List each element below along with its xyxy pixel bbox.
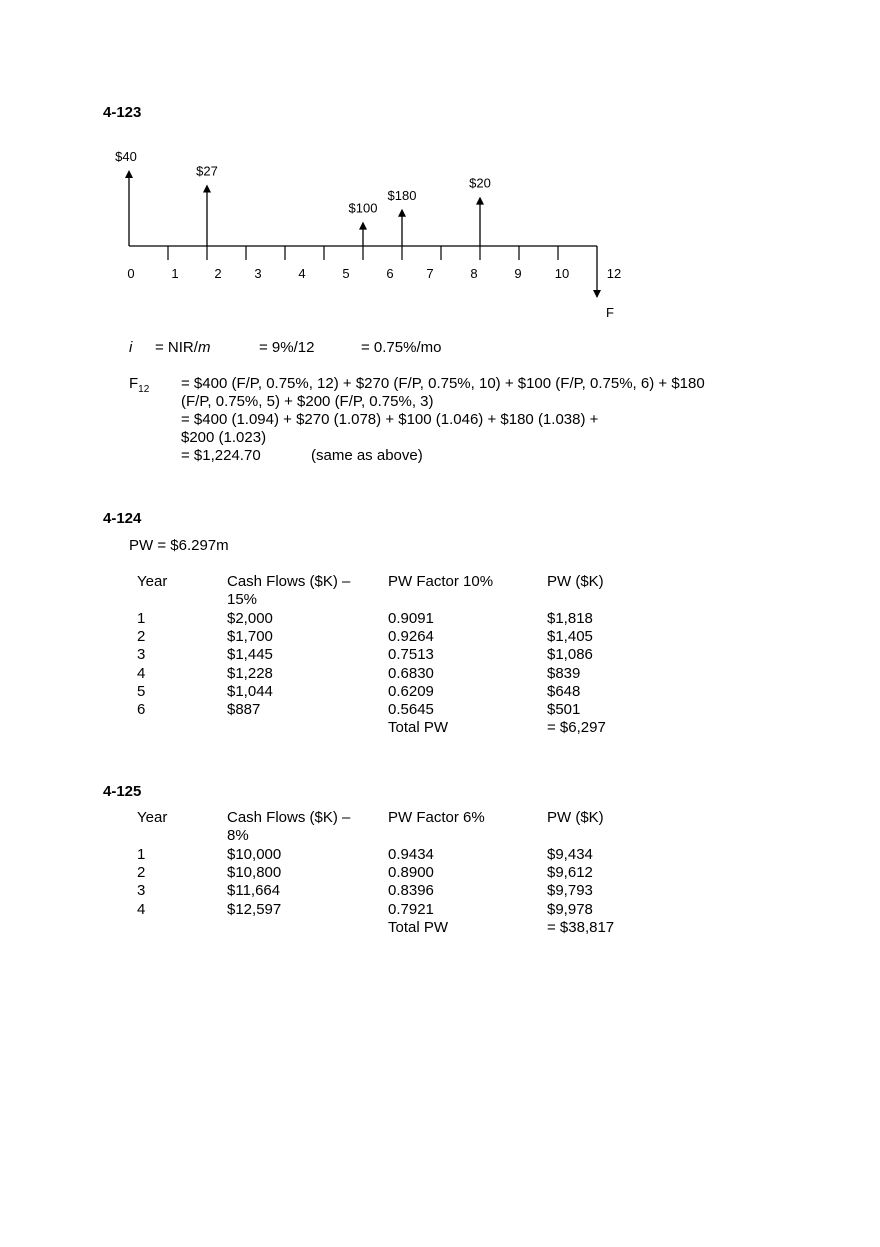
table-cell: $648 <box>547 682 581 700</box>
axis-label: 7 <box>426 266 434 281</box>
table-cell: 3 <box>137 882 146 900</box>
axis-label: 2 <box>214 266 222 281</box>
f12-label: $F_{12}$ <box>129 375 150 395</box>
cash-flow-label: $100 <box>348 200 378 216</box>
cash-flow-arrowhead <box>125 170 133 178</box>
table-cell: 0.7513 <box>388 646 434 664</box>
table-cell: $2,000 <box>227 609 273 627</box>
f12-line-4: $200 (1.023) <box>181 429 267 446</box>
table-total-row <box>0 719 880 737</box>
f12-note: (same as above) <box>311 447 423 464</box>
table-cell: 3 <box>137 646 146 664</box>
table-cell: 0.6830 <box>388 664 434 682</box>
axis-label: 12 <box>606 266 622 281</box>
column-header: Year <box>137 573 168 590</box>
table-cell: $1,818 <box>547 609 593 627</box>
table-cell: 0.8900 <box>388 863 434 881</box>
future-arrowhead <box>593 290 601 298</box>
table-row <box>0 846 880 864</box>
cash-flow-label: $20 <box>469 175 491 191</box>
cash-flow-arrowhead <box>203 184 211 192</box>
table-cell: 5 <box>137 682 146 700</box>
table-cell: $1,405 <box>547 627 593 645</box>
axis-label: 6 <box>386 266 394 281</box>
axis-label: 0 <box>127 266 135 281</box>
table-cell: $9,978 <box>547 900 593 918</box>
heading-4-124: 4-124 <box>103 510 142 527</box>
interest-eq-rate: = 9%/12 <box>259 339 315 356</box>
table-cell: 4 <box>137 900 146 918</box>
heading-4-125: 4-125 <box>103 783 142 800</box>
table-row <box>0 610 880 628</box>
cash-flow-label: $180 <box>387 187 417 203</box>
table-cell: $1,086 <box>547 646 593 664</box>
table-cell: 0.5645 <box>388 701 434 719</box>
table-cell: 1 <box>137 609 146 627</box>
axis-label: 5 <box>342 266 350 281</box>
axis-label: 3 <box>254 266 262 281</box>
table-cell: 4 <box>137 664 146 682</box>
table-cell: $11,664 <box>227 882 281 900</box>
column-header: Cash Flows ($K) – <box>227 809 351 826</box>
table-cell: 0.9091 <box>388 609 434 627</box>
column-header: Year <box>137 809 168 826</box>
table-total-row <box>0 919 880 937</box>
table-cell: $9,612 <box>547 863 593 881</box>
table-row <box>0 665 880 683</box>
pw-summary: PW = $6.297m <box>129 537 229 554</box>
table-cell: $9,793 <box>547 882 593 900</box>
interest-eq-nir: = NIR/m <box>155 339 211 356</box>
column-header-continued: 15% <box>227 591 258 609</box>
table-header-row <box>0 809 880 827</box>
cash-flow-label: $40 <box>115 149 137 164</box>
table-row <box>0 683 880 701</box>
table-cell: 2 <box>137 863 146 881</box>
table-row <box>0 864 880 882</box>
table-cell: 0.9434 <box>388 845 434 863</box>
axis-label: 8 <box>470 266 478 281</box>
total-label: Total PW <box>388 918 449 936</box>
table-cell: 0.9264 <box>388 627 434 645</box>
axis-label: 4 <box>298 266 306 281</box>
cash-flow-arrowhead <box>398 209 406 217</box>
interest-symbol: i <box>129 339 133 356</box>
table-cell: $839 <box>547 664 581 682</box>
total-value: = $6,297 <box>547 719 606 737</box>
f12-line-2: (F/P, 0.75%, 5) + $200 (F/P, 0.75%, 3) <box>181 393 434 410</box>
cash-flow-arrowhead <box>359 222 367 230</box>
column-header: PW Factor 10% <box>388 573 494 590</box>
axis-label: 9 <box>514 266 522 281</box>
table-cell: $10,000 <box>227 845 282 863</box>
table-cell: $1,228 <box>227 664 273 682</box>
table-cell: 0.7921 <box>388 900 434 918</box>
column-header: PW ($K) <box>547 573 604 590</box>
table-row <box>0 628 880 646</box>
table-cell: 2 <box>137 627 146 645</box>
table-cell: $10,800 <box>227 863 282 881</box>
interest-eq-result: = 0.75%/mo <box>361 339 442 356</box>
table-cell: $9,434 <box>547 845 593 863</box>
table-row <box>0 882 880 900</box>
total-label: Total PW <box>388 719 449 737</box>
total-value: = $38,817 <box>547 918 615 936</box>
table-cell: $1,700 <box>227 627 273 645</box>
column-header: PW Factor 6% <box>388 809 485 826</box>
table-cell: 1 <box>137 845 146 863</box>
table-row <box>0 701 880 719</box>
column-header: Cash Flows ($K) – <box>227 573 351 590</box>
table-row <box>0 646 880 664</box>
table-cell: 0.8396 <box>388 882 434 900</box>
table-cell: 0.6209 <box>388 682 434 700</box>
table-cell: $1,445 <box>227 646 273 664</box>
table-header-cont <box>0 591 880 609</box>
f12-line-3: = $400 (1.094) + $270 (1.078) + $100 (1.046) + $180 (1.038) + <box>181 411 599 428</box>
table-cell: $12,597 <box>227 900 282 918</box>
table-row <box>0 901 880 919</box>
table-cell: $887 <box>227 701 261 719</box>
f12-line-1: = $400 (F/P, 0.75%, 12) + $270 (F/P, 0.75%, 10) + $100 (F/P, 0.75%, 6) + $180 <box>181 375 705 392</box>
f12-line-5: = $1,224.70 <box>181 447 261 464</box>
axis-label: 10 <box>554 266 570 281</box>
column-header-continued: 8% <box>227 827 249 845</box>
cash-flow-arrowhead <box>476 197 484 205</box>
table-cell: $1,044 <box>227 682 273 700</box>
table-cell: $501 <box>547 701 581 719</box>
cash-flow-diagram <box>0 0 880 330</box>
table-header-row <box>0 573 880 591</box>
future-label: F <box>606 305 614 320</box>
axis-label: 1 <box>171 266 179 281</box>
heading-4-123: 4-123 <box>103 104 142 121</box>
column-header: PW ($K) <box>547 809 604 826</box>
table-cell: 6 <box>137 701 146 719</box>
cash-flow-label: $27 <box>196 163 218 179</box>
table-header-cont <box>0 827 880 845</box>
